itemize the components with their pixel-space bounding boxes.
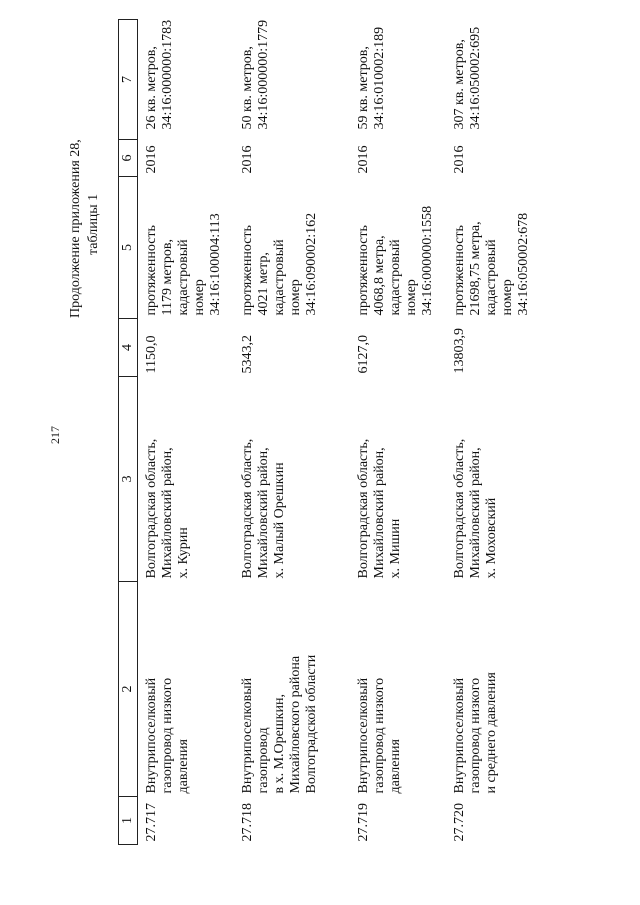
header-cell-5: 5 — [119, 177, 138, 319]
object-year: 2016 — [240, 145, 255, 174]
row-number: 27.718 — [240, 803, 255, 842]
header-cell-2: 2 — [119, 582, 138, 797]
header-row — [119, 20, 138, 845]
object-details: протяженность 4068,8 метра, кадастровый номер 34:16:000000:1558 — [356, 205, 435, 316]
object-length: 6127,0 — [356, 335, 371, 374]
table-row — [350, 20, 446, 845]
row-number: 27.717 — [144, 803, 159, 842]
rotated-table-container — [118, 0, 638, 845]
object-year: 2016 — [356, 145, 371, 174]
object-year: 2016 — [144, 145, 159, 174]
object-name: Внутрипоселковый газопровод в х. М.Орешкин, Михайловского района Волгоградской области — [240, 654, 319, 794]
objects-table — [118, 19, 542, 845]
caption-line-1: Продолжение приложения 28, — [68, 139, 83, 318]
caption-line-2: таблицы 1 — [86, 193, 101, 255]
object-area: 26 кв. метров, 34:16:000000:1783 — [144, 19, 175, 130]
object-area: 59 кв. метров, 34:16:010002:189 — [356, 26, 387, 130]
object-details: протяженность 21698,75 метра, кадастровый номер 34:16:050002:678 — [452, 212, 531, 316]
header-cell-4: 4 — [119, 319, 138, 377]
object-location: Волгоградская область, Михайловский район, х. Моховский — [452, 438, 499, 579]
header-cell-6: 6 — [119, 140, 138, 177]
table-row — [234, 20, 350, 845]
object-location: Волгоградская область, Михайловский район, х. Мишин — [356, 438, 403, 579]
object-name: Внутрипоселковый газопровод низкого давления — [144, 677, 191, 794]
object-year: 2016 — [452, 145, 467, 174]
header-cell-7: 7 — [119, 20, 138, 140]
table-row — [138, 20, 235, 845]
object-location: Волгоградская область, Михайловский район, х. Малый Орешкин — [240, 438, 287, 579]
table-row — [446, 20, 542, 845]
header-cell-1: 1 — [119, 797, 138, 845]
object-details: протяженность 1179 метров, кадастровый номер 34:16:100004:113 — [144, 213, 223, 316]
object-length: 13803,9 — [452, 328, 467, 374]
object-name: Внутрипоселковый газопровод низкого и среднего давления — [452, 672, 499, 794]
page-number: 217 — [48, 426, 62, 444]
object-location: Волгоградская область, Михайловский район, х. Курин — [144, 438, 191, 579]
object-details: протяженность 4021 метр, кадастровый номер 34:16:090002:162 — [240, 212, 319, 316]
object-length: 5343,2 — [240, 335, 255, 374]
header-cell-3: 3 — [119, 377, 138, 582]
object-length: 1150,0 — [144, 335, 159, 374]
object-area: 50 кв. метров, 34:16:000000:1779 — [240, 19, 271, 130]
object-name: Внутрипоселковый газопровод низкого давления — [356, 677, 403, 794]
row-number: 27.719 — [356, 803, 371, 842]
row-number: 27.720 — [452, 803, 467, 842]
object-area: 307 кв. метров, 34:16:050002:695 — [452, 26, 483, 130]
